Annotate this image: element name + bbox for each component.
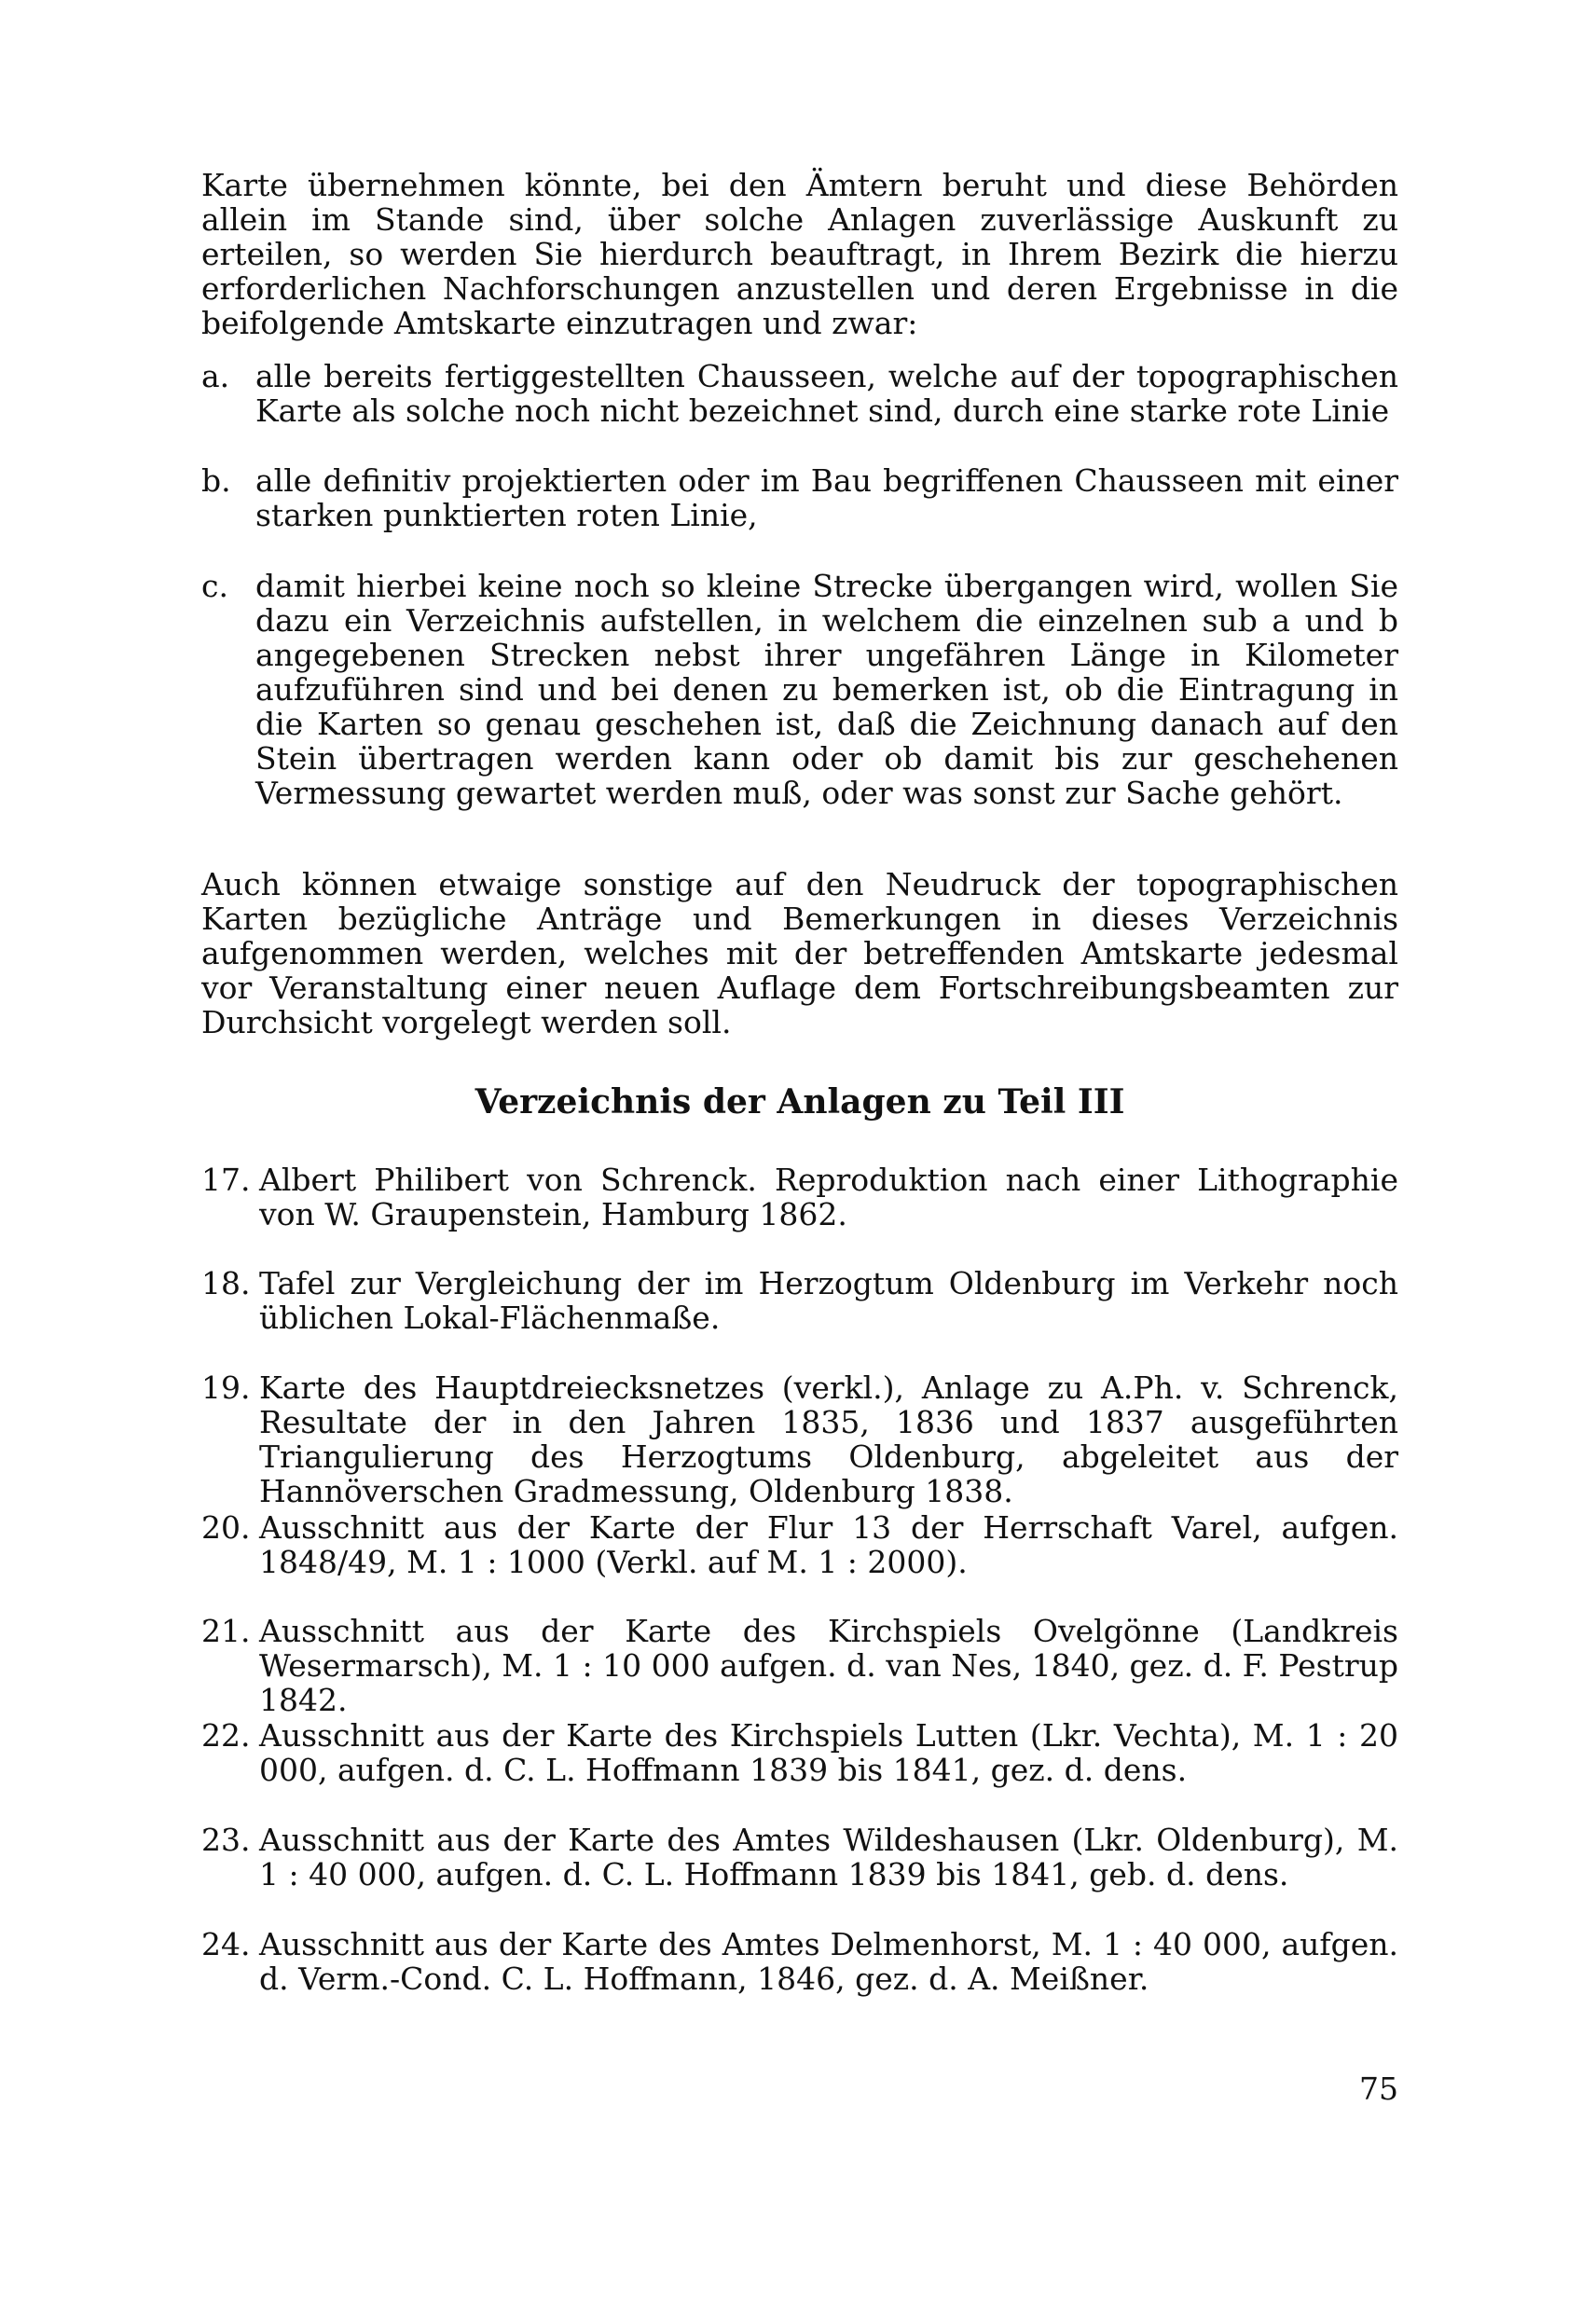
intro-paragraph: Karte übernehmen könnte, bei den Ämtern beruht und diese Behörden allein im Stande sind, über solche Anlagen zuverlässige Auskunft zu erteilen, so werden Sie hierdurch beauftragt, in Ihrem Bezirk die hierzu erforderlichen Nachforschungen anzustellen und deren Ergebnisse in die beifolgende Amtskarte einzutragen und zwar: — [201, 167, 1398, 341]
annex-description: Ausschnitt aus der Karte des Kirchspiels Lutten (Lkr. Vechta), M. 1 : 20 000, aufgen. d. C. L. Hoffmann 1839 bis 1841, gez. d. dens. — [259, 1717, 1398, 1788]
annex-number: 20. — [201, 1509, 251, 1546]
annex-description: Ausschnitt aus der Karte des Kirchspiels Ovelgönne (Landkreis Wesermarsch), M. 1 : 10 000 aufgen. d. van Nes, 1840, gez. d. F. Pestrup 1842. — [259, 1613, 1399, 1718]
annex-entry — [201, 1266, 1398, 1335]
annex-number: 24. — [201, 1926, 251, 1962]
list-item-a — [201, 359, 1398, 428]
annex-number: 21. — [201, 1613, 251, 1649]
page-number: 75 — [1359, 2071, 1398, 2107]
annex-entry — [201, 1927, 1398, 1996]
annex-entry — [201, 1823, 1398, 1892]
list-marker: c. — [201, 568, 228, 604]
list-text: alle definitiv projektierten oder im Bau begriffenen Chausseen mit einer starken punktierten roten Linie, — [255, 462, 1398, 533]
annex-description: Albert Philibert von Schrenck. Reproduktion nach einer Lithographie von W. Graupenstein, Hamburg 1862. — [259, 1162, 1398, 1232]
list-item-b — [201, 463, 1398, 532]
annex-entry — [201, 1370, 1398, 1508]
annex-entry — [201, 1718, 1398, 1787]
annex-description: Ausschnitt aus der Karte des Amtes Wildeshausen (Lkr. Oldenburg), M. 1 : 40 000, aufgen. d. C. L. Hoffmann 1839 bis 1841, geb. d. dens. — [259, 1822, 1398, 1892]
annex-description: Tafel zur Vergleichung der im Herzogtum Oldenburg im Verkehr noch üblichen Lokal-Flächenmaße. — [259, 1265, 1398, 1336]
section-heading: Verzeichnis der Anlagen zu Teil III — [475, 1082, 1125, 1122]
annex-entry — [201, 1163, 1398, 1232]
annex-entry — [201, 1614, 1398, 1717]
list-marker: b. — [201, 462, 231, 499]
annex-description: Karte des Hauptdreiecksnetzes (verkl.), Anlage zu A.Ph. v. Schrenck, Resultate der in den Jahren 1835, 1836 und 1837 ausgeführten Triangulierung des Herzogtums Oldenburg, abgeleitet aus der Hannöverschen Gradmessung, Oldenburg 1838. — [259, 1369, 1398, 1509]
annex-number: 22. — [201, 1717, 251, 1754]
annex-number: 19. — [201, 1369, 251, 1406]
annex-number: 23. — [201, 1822, 251, 1858]
annex-description: Ausschnitt aus der Karte des Amtes Delmenhorst, M. 1 : 40 000, aufgen. d. Verm.-Cond. C. L. Hoffmann, 1846, gez. d. A. Meißner. — [259, 1926, 1398, 1997]
list-text: damit hierbei keine noch so kleine Strecke übergangen wird, wollen Sie dazu ein Verzeichnis aufstellen, in welchem die einzelnen sub a und b angegebenen Strecken nebst ihrer ungefähren Länge in Kilometer aufzuführen sind und bei denen zu bemerken ist, ob die Eintragung in die Karten so genau geschehen ist, daß die Zeichnung danach auf den Stein übertragen werden kann oder ob damit bis zur geschehenen Vermessung gewartet werden muß, oder was sonst zur Sache gehört. — [255, 568, 1398, 811]
annex-number: 17. — [201, 1162, 251, 1198]
list-marker: a. — [201, 358, 230, 394]
annex-entry — [201, 1510, 1398, 1579]
list-text: alle bereits fertiggestellten Chausseen, welche auf der topographischen Karte als solche noch nicht bezeichnet sind, durch eine starke rote Linie — [255, 358, 1398, 429]
list-item-c — [201, 569, 1398, 810]
closing-paragraph: Auch können etwaige sonstige auf den Neudruck der topographischen Karten bezügliche Anträge und Bemerkungen in dieses Verzeichnis aufgenommen werden, welches mit der betreffenden Amtskarte jedesmal vor Veranstaltung einer neuen Auflage dem Fortschreibungsbeamten zur Durchsicht vorgelegt werden soll. — [201, 866, 1398, 1040]
annex-number: 18. — [201, 1265, 251, 1301]
annex-description: Ausschnitt aus der Karte der Flur 13 der Herrschaft Varel, aufgen. 1848/49, M. 1 : 1000 (Verkl. auf M. 1 : 2000). — [259, 1509, 1398, 1580]
